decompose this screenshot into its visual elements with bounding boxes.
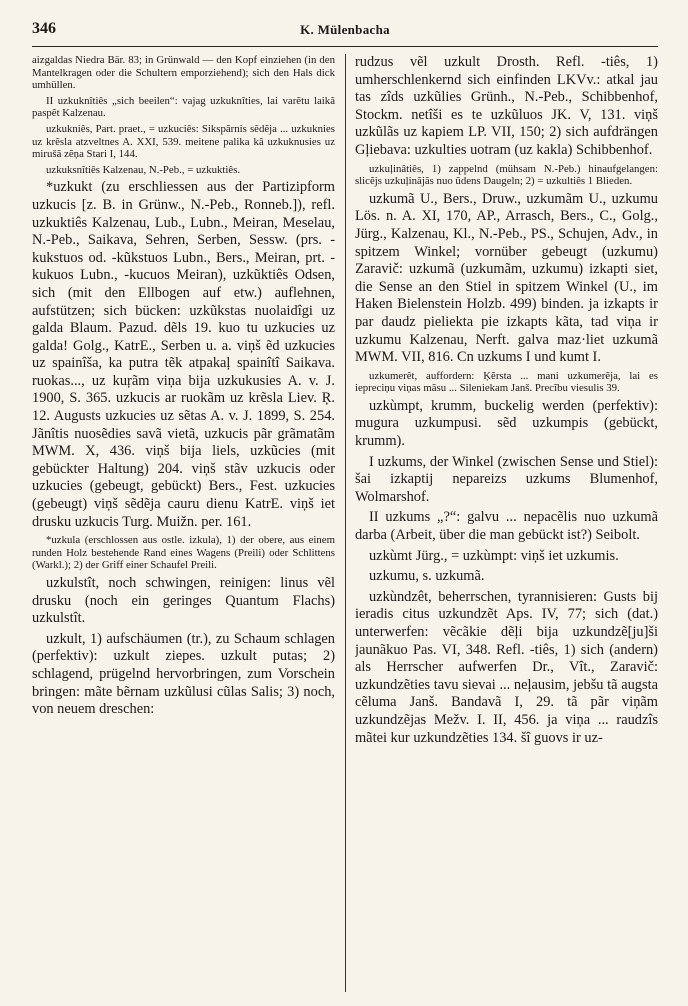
dictionary-entry: *uzkula (erschlossen aus ostle. izkula), 1) der obere, aus einem runden Holz bestehende Rand eines Wagens (Preili) oder Schlittens (Warkl.); 2) der Griff einer Schaufel Preili. (32, 534, 335, 572)
dictionary-entry: uzkuļinâtiês, 1) zappelnd (mühsam N.-Peb.) hinaufgelangen: slicẽjs uzkuļinãjãs nuo ũdens Daugeln; 2) = uzkultiês 1 Blieden. (354, 162, 658, 188)
dictionary-entry: uzkùmpt, krumm, buckelig werden (perfektiv): mugura uzkumpusi. sẽd uzkumpis (gebückt, krumm). (354, 397, 658, 450)
page-header (32, 10, 658, 40)
dictionary-entry: *uzkukt (zu erschliessen aus der Partizipform uzkucis [z. B. in Grünw., N.-Peb., Ronneb.]), refl. uzkuktiês Kalzenau, Lub., Lubn., Meiran, Meselau, N.-Peb., Saikava, Sehren, Serben, Sessw. (prs. -kukstuos od. -kũkstuos Lubn., Bers., Meiran, prt. -kukuos Lubn., -kucuos Meiran), uzkũktiês Odsen, sich (mit den Ellbogen auf etw.) auflehnen, aufstützen; sich bücken: uzkũkstas nuolaidîgi uz galda Blaum. Pazud. dẽls 19. kuo tu uzkucies uz galda! Golg., KatrE., Serben u. a. viņš ẽd uzkucies uz spainîša, ka putra tẽk atpakaļ spainîtî Saikava. ruokas..., uz kuŗãm viņa bija uzkukusies A. v. J. 1900, S. 365. uzkucis ar ruokãm uz krẽsla Liev. Ŗ. 12. Augusts uzkucies uz sẽtas A. v. J. 1899, S. 254. Jãnîtis nuosẽdies savã vietã, uzkucis pãr grãmatãm MWM. X, 436. viņš bija liels, uzkũcies (mit gebückter Haltung) 204. viņš stãv uzkucis oder uzkucies (gebeugt, gebückt) Bers., Fest. uzkucies (gebeugt) viņš sẽdẽja cauru dienu KatrE. viņš iet drusku uzkucis Turg. Muižn. per. 161. (32, 179, 335, 530)
dictionary-entry: I uzkums, der Winkel (zwischen Sense und Stiel): šai izkaptij nepareizs uzkums Blumenhof, Wolmarshof. (354, 453, 658, 505)
dictionary-entry: uzkukniês, Part. praet., = uzkuciês: Sikspãrnis sẽdẽja ... uzkuknies uz krẽsla atzveltnes A. XXI, 539. meitene palika kâ uzkuknusies uz mirušã zẽņa Stari I, 144. (32, 122, 335, 161)
dictionary-entry: uzkumerêt, auffordern: Ķẽrsta ... mani uzkumerẽja, lai es iepreciņu viņas mãsu ... Sileniekam Janš. Precĩbu viesulis 39. (354, 369, 658, 395)
column-divider (345, 54, 346, 992)
running-head: K. Mülenbacha (300, 22, 390, 37)
page-number: 346 (32, 20, 56, 37)
dictionary-entry: uzkult, 1) aufschäumen (tr.), zu Schaum schlagen (perfektiv): uzkult ziepes. uzkult putas; 2) schlagend, prügelnd hervorbringen, zum Vorschein bringen: mãte bẽrnam uzkũlusi cũlas Salis; 3) noch, von neuem dreschen: (32, 630, 335, 718)
dictionary-entry: II uzkums „?“: galvu ... nepacẽlis nuo uzkumã darba (Arbeit, über die man gebückt ist?) Seibolt. (354, 509, 658, 544)
two-column-body (32, 54, 658, 992)
dictionary-entry: aizgaldas Niedra Bär. 83; in Grünwald — den Kopf einziehen (in den Mantelkragen oder die Schultern emporziehend); sich den Hals dick umhüllen. (32, 54, 335, 92)
dictionary-entry: uzkumu, s. uzkumã. (368, 568, 485, 585)
dictionary-entry: uzkuksnîtiês Kalzenau, N.-Peb., = uzkuktiês. (46, 163, 241, 176)
header-rule (32, 46, 658, 47)
dictionary-entry: II uzkuknîtiês „sich beeilen“: vajag uzkuknîties, lai varẽtu laikã paspẽt Kalzenau. (32, 94, 335, 120)
dictionary-entry: uzkulstît, noch schwingen, reinigen: linus vẽl drusku (noch ein geringes Quantum Flachs) uzkulstît. (32, 575, 335, 627)
dictionary-entry: uzkùndzêt, beherrschen, tyrannisieren: Gusts bij ieradis citus uzkundzẽt Aps. IV, 77; sich (dat.) unterwerfen: vẽcãkie dẽļi bija uzkundzẽ[ju]ši jaunãkuo Pas. VI, 348. Refl. -tiês, 1) sich (andern) als Herrscher aufwerfen Dr., Vît., Zaravič: uzkundzẽties tavu sievai ... neļausim, jebšu tã augsta cẽluma Janš. Bandavã I, 29. tã pãr viņãm uzkundzẽjas Mežv. I. II, 456. ja viņa ... raudzîs mãtei kur uzkundzẽties 134. šî guovs ir uz- (354, 588, 658, 746)
left-column (32, 54, 335, 992)
dictionary-entry: uzkumã U., Bers., Druw., uzkumãm U., uzkumu Lös. n. A. XI, 170, AP., Arrasch, Bers., C., Golg., Jürg., Kalzenau, Kl., N.-Peb., PS., Schujen, Adv., in spitzem Winkel; vornüber gebeugt (uzkumu) Zaravič: uzkumã (uzkumãm, uzkumu) izkapti siet, die Sense an den Stiel in spitzem Winkel (U., im Haken Bielenstein Holzb. 499) binden. ja izkapts ir par daudz pieliekta pie izkapts kãta, tad viņa ir uzkumu Kalzenau, Nerft. galva maz·liet uzkumã MWM. VII, 816. Cn uzkums I und kumt I. (354, 190, 658, 366)
right-column (355, 54, 658, 992)
dictionary-entry: rudzus vẽl uzkult Drosth. Refl. -tiês, 1) umherschlenkernd sich einfinden LKVv.: atkal jau tas zîds uzkũlies Grünh., N.-Peb., Schibbenhof, Stockm. netîši es te uzkũluos JK. V, 131. viņš uzkũlãs uz kapiem LP. VII, 150; 2) sich aufdrängen Gļiebava: uzkulties uotram (uz kakla) Schibbenhof. (354, 54, 658, 158)
dictionary-entry: uzkùmt Jürg., = uzkùmpt: viņš iet uzkumis. (368, 547, 619, 564)
